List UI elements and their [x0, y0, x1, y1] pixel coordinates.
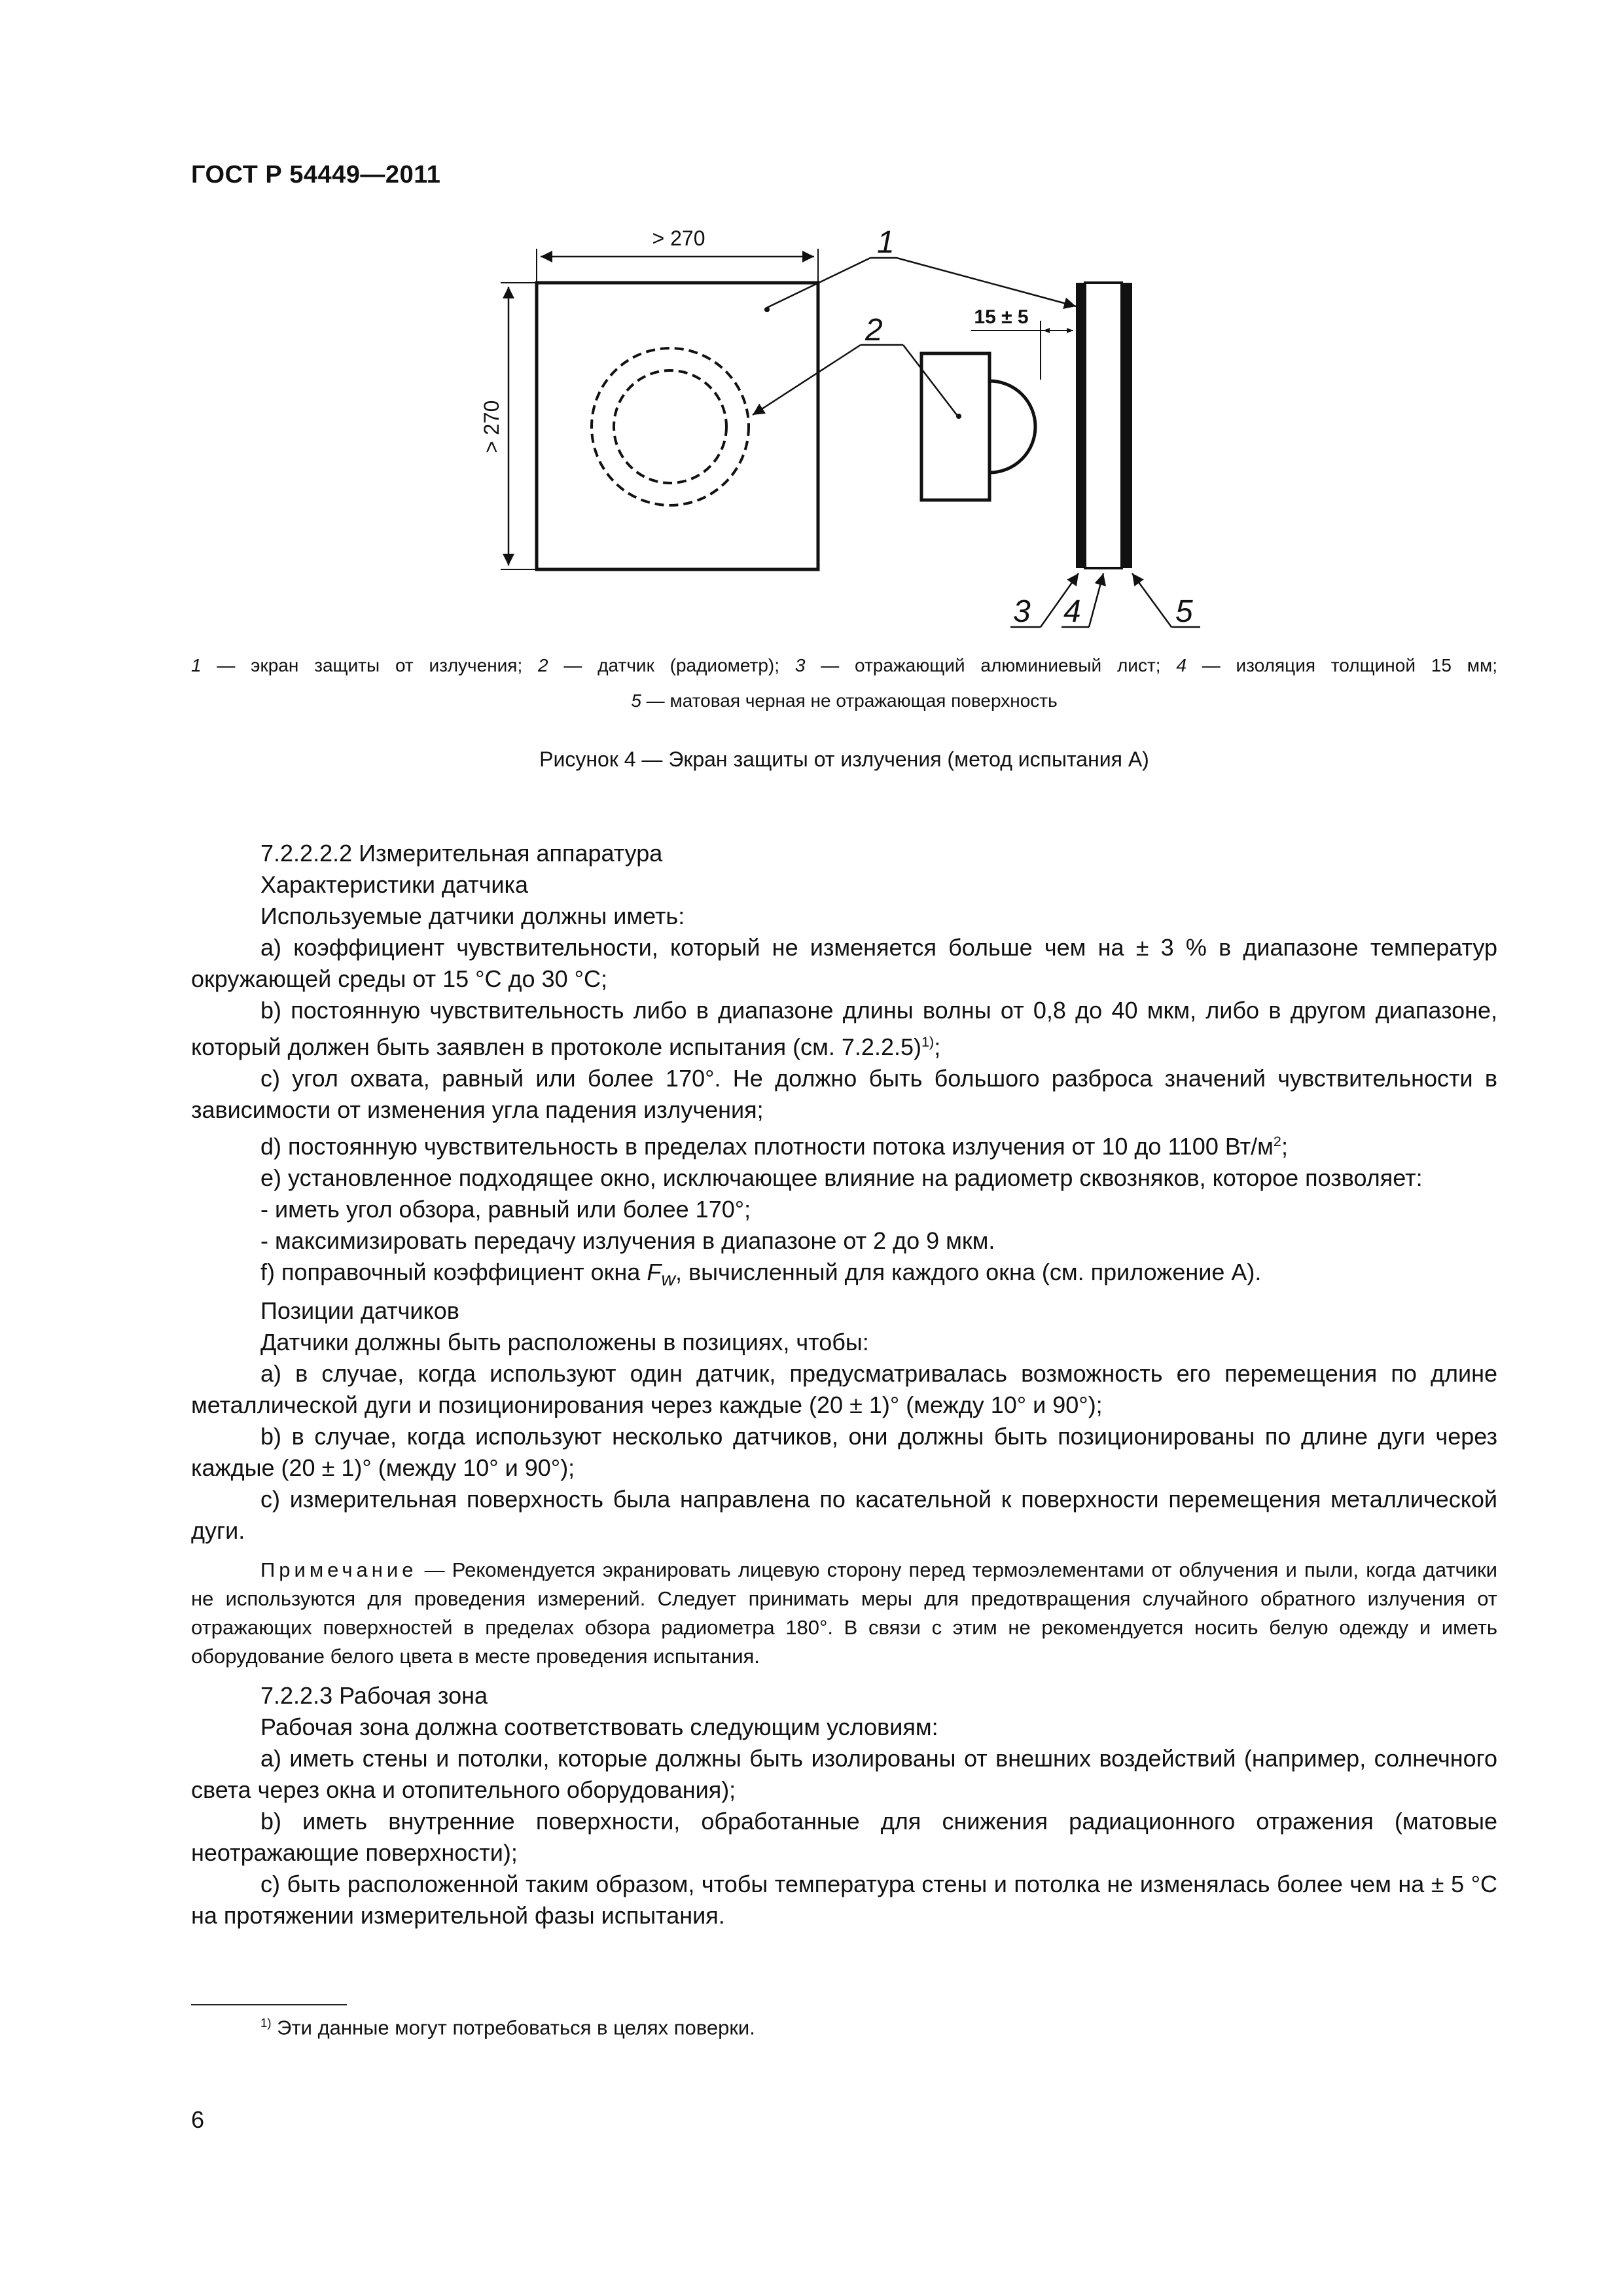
workzone-item-b: b) иметь внутренние поверхности, обработанные для снижения радиационного отражения (матовые неотражающие поверхности); [191, 1808, 1497, 1867]
footnote: $^{1)}$ Эти данные могут потребоваться в целях поверки. [260, 2016, 755, 2039]
note-label: Примечание [260, 1558, 418, 1582]
callout-5: 5 [1175, 594, 1193, 629]
footnote-separator [191, 2004, 347, 2005]
callout-1: 1 [877, 225, 895, 260]
subheading-sensor-positions: Позиции датчиков [260, 1297, 459, 1325]
list-item-f: f) поправочный коэффициент окна $F_w$, вычисленный для каждого окна (см. приложение А). [260, 1259, 1262, 1291]
radiation-screen [537, 283, 818, 569]
width-dimension-label: > 270 [652, 226, 705, 250]
callout-3: 3 [1013, 594, 1031, 629]
note: Примечание — Рекомендуется экранировать лицевую сторону перед термоэлементами от облучения и пыли, когда датчики не используются для проведения измерений. Следует принимать меры для предотвращения случайного обратного излучения от отражающих поверхностей в пределах обзора радиометра 180°. В связи с этим не рекомендуется носить белую одежду и иметь оборудование белого цвета в месте проведения испытания. [191, 1558, 1497, 1668]
paragraph: Рабочая зона должна соответствовать следующим условиям: [260, 1713, 938, 1741]
position-item-b: b) в случае, когда используют несколько датчиков, они должны быть позиционированы по длине дуги через каждые (20 ± 1)° (между 10° и 90°); [191, 1423, 1497, 1482]
radiometer-dome [990, 381, 1035, 473]
paragraph: Датчики должны быть расположены в позициях, чтобы: [260, 1329, 869, 1356]
page-number: 6 [191, 2106, 205, 2133]
callout-2: 2 [865, 313, 883, 348]
list-item-a: а) коэффициент чувствительности, который не изменяется больше чем на ± 3 % в диапазоне температур окружающей среды от 15 °С до 30 °С; [191, 934, 1497, 992]
paragraph: Используемые датчики должны иметь: [260, 903, 685, 929]
height-dimension-label: > 270 [480, 400, 503, 454]
section-heading-7-2-2-2-2: 7.2.2.2.2 Измерительная аппаратура [260, 840, 663, 867]
list-item-d: d) постоянную чувствительность в пределах плотности потока излучения от 10 до 1100 $Вт/м^2$; [260, 1133, 1288, 1160]
position-item-c: с) измерительная поверхность была направлена по касательной к поверхности перемещения металлической дуги. [191, 1486, 1497, 1545]
list-item-e: е) установленное подходящее окно, исключающее влияние на радиометр сквозняков, которое позволяет: [260, 1164, 1423, 1191]
list-item-e-2: - максимизировать передачу излучения в диапазоне от 2 до 9 мкм. [260, 1227, 995, 1254]
callout-4: 4 [1063, 594, 1081, 629]
figure-legend-line-2: 5 — матовая черная не отражающая поверхность [631, 691, 1058, 711]
list-item-e-1: - иметь угол обзора, равный или более 170°; [260, 1196, 751, 1223]
radiometer-body [921, 353, 990, 500]
main-body-text [191, 838, 1497, 1931]
position-item-a: а) в случае, когда используют один датчик, предусматривалась возможность его перемещения по длине металлической дуги и позиционирования через каждые (20 ± 1)° (между 10° и 90°); [191, 1360, 1497, 1419]
subheading-sensor-characteristics: Характеристики датчика [260, 871, 529, 898]
sensor-outline-inner [614, 370, 726, 483]
list-item-b: b) постоянную чувствительность либо в диапазоне длины волны от 0,8 до 40 мкм, либо в другом диапазоне, который должен быть заявлен в протоколе испытания (см. 7.2.2.5)$^{1)}$; [191, 997, 1497, 1060]
list-item-c: с) угол охвата, равный или более 170°. Не должно быть большого разброса значений чувствительности в зависимости от изменения угла падения излучения; [191, 1065, 1497, 1123]
matte-black-surface [1122, 283, 1132, 568]
figure-4-diagram [0, 0, 1623, 655]
workzone-item-c: с) быть расположенной таким образом, чтобы температура стены и потолка не изменялась более чем на ± 5 °С на протяжении измерительной фазы испытания. [191, 1871, 1497, 1929]
gap-dimension-label: 15 ± 5 [974, 306, 1029, 328]
footnote-ref: 1) [921, 1033, 935, 1050]
workzone-item-a: а) иметь стены и потолки, которые должны быть изолированы от внешних воздействий (например, солнечного света через окна и отопительного оборудования); [191, 1745, 1497, 1804]
figure-caption: Рисунок 4 — Экран защиты от излучения (метод испытания А) [539, 747, 1149, 771]
document-header: ГОСТ Р 54449—2011 [191, 161, 441, 188]
section-heading-7-2-2-3: 7.2.2.3 Рабочая зона [260, 1682, 488, 1710]
insulation-layer [1085, 283, 1122, 568]
figure-legend-line-1: 1 — экран защиты от излучения; 2 — датчик (радиометр); 3 — отражающий алюминиевый лист; 4 — изоляция толщиной 15 мм; [191, 655, 1497, 675]
reflective-aluminium-sheet [1076, 283, 1085, 568]
